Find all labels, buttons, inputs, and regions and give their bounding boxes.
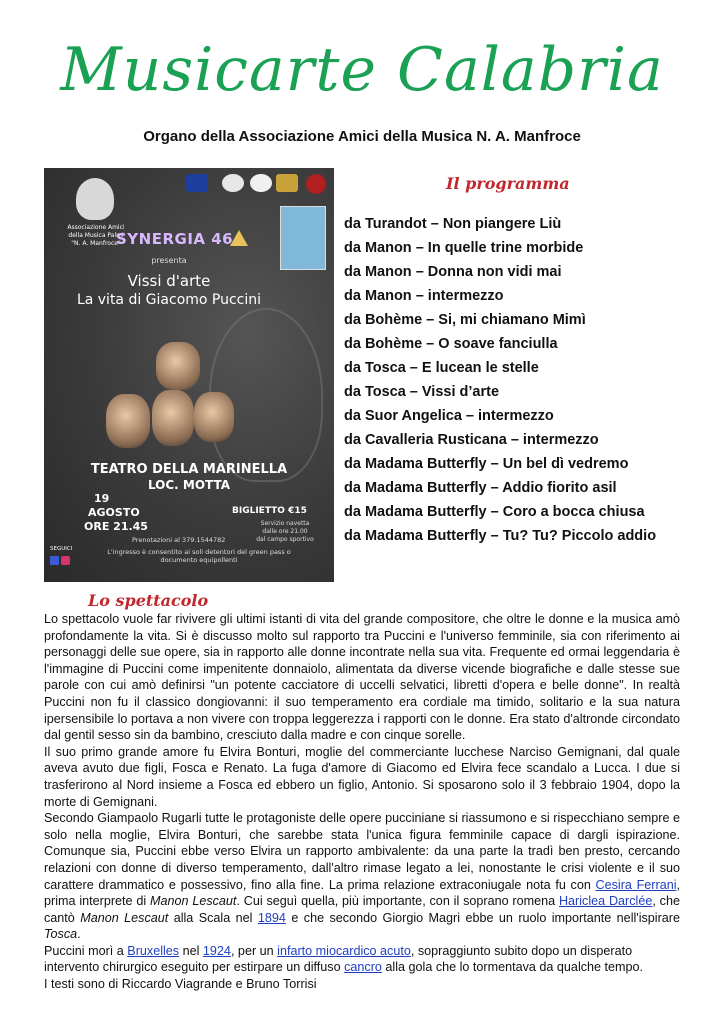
brand-triangle-icon <box>230 230 248 246</box>
program-item: da Madama Butterfly – Coro a bocca chiusa <box>344 504 645 520</box>
masthead-title: Musicarte Calabria <box>60 35 664 105</box>
poster-presenta: presenta <box>151 256 187 265</box>
program-item: da Turandot – Non piangere Liù <box>344 216 562 232</box>
opera-title: Tosca <box>44 927 78 942</box>
opera-title: Manon Lescaut <box>80 910 169 925</box>
poster-access: L'ingresso è consentito ai soli detentori del green pass o documento equipollenti <box>107 548 291 564</box>
program-item: da Madama Butterfly – Un bel dì vedremo <box>344 456 629 472</box>
instagram-icon <box>61 556 70 565</box>
link-hariclea-darclee[interactable]: Hariclea Darclée <box>558 894 653 909</box>
program-item: da Manon – In quelle trine morbide <box>344 240 584 256</box>
singer-photo-1 <box>156 342 200 390</box>
program-item: da Tosca – E lucean le stelle <box>344 360 539 376</box>
link-1924[interactable]: 1924 <box>202 943 231 958</box>
program-item: da Madama Butterfly – Addio fiorito asil <box>344 480 617 496</box>
poster-shuttle: Servizio navetta dalle ore 21.00 dal campo sportivo <box>256 520 314 543</box>
poster-association: Associazione Amici della Musica Palmi "N. A. Manfroce" <box>67 224 125 247</box>
event-poster <box>44 168 334 582</box>
poster-date-time: ORE 21.45 <box>84 520 148 533</box>
eu-flag-icon <box>186 174 208 192</box>
program-item: da Bohème – O soave fanciulla <box>344 336 558 352</box>
facebook-icon <box>50 556 59 565</box>
paragraph: I testi sono di Riccardo Viagrande e Bruno Torrisi <box>44 977 317 992</box>
poster-brand: SYNERGIA 46 <box>116 230 234 248</box>
program-list <box>344 212 656 548</box>
spettacolo-text <box>44 611 680 993</box>
poster-location: LOC. MOTTA <box>147 478 231 492</box>
poster-date-month: AGOSTO <box>88 506 140 519</box>
link-cancro[interactable]: cancro <box>344 960 382 975</box>
poster-seguici: SEGUICI <box>50 546 73 552</box>
program-item: da Madama Butterfly – Tu? Tu? Piccolo addio <box>344 528 657 544</box>
region-emblem-icon <box>250 174 272 192</box>
paragraph: Lo spettacolo vuole far rivivere gli ultimi istanti di vita del grande compositore, che oltre le donne e la musica amò profondamente la vita. Si è discusso molto sul rapporto tra Puccini e l'universo femminile, sia con riferimento ai personaggi delle sue opere, sia in rapporto alle donne incontrate nella sua vita. Frequente ed ormai leggendaria è l'immagine di Puccini come impenitente donnaiolo, alimentata da diverse vicende biografiche e dalle stesse sue parole con cui amò definirsi "un potente cacciatore di uccelli selvatici, libretti d'opera e belle donne". In realtà Puccini non fu il classico dongiovanni: il suo temperamento era cordiale ma timido, solitario e la sua natura ipersensibile lo portava a non vivere con troppa leggerezza i rapporti con le donne. Era stato d'altronde circondato dal gentil sesso sin da bambino, cresciuto dalla madre e con cinque sorelle. <box>44 612 680 743</box>
program-item: da Manon – intermezzo <box>344 288 504 304</box>
city-emblem-icon <box>276 174 298 192</box>
program-item: da Manon – Donna non vidi mai <box>344 264 562 280</box>
program-item: da Bohème – Si, mi chiamano Mimì <box>344 312 586 328</box>
paragraph: Puccini morì a Bruxelles nel 1924, per un infarto miocardico acuto, sopraggiunto subito dopo un disperato intervento chirurgico eseguito per estirpare un diffuso cancro alla gola che lo tormentava da qualche tempo. <box>44 943 644 975</box>
program-item: da Cavalleria Rusticana – intermezzo <box>344 432 599 448</box>
partner-logo-icon <box>306 174 326 194</box>
poster-date-day: 19 <box>94 492 110 505</box>
link-infarto[interactable]: infarto miocardico acuto <box>277 943 411 958</box>
spettacolo-heading: Lo spettacolo <box>88 591 209 610</box>
singer-photo-4 <box>194 392 234 442</box>
link-1894[interactable]: 1894 <box>257 910 286 925</box>
program-item: da Tosca – Vissi d’arte <box>344 384 500 400</box>
masthead-subtitle: Organo della Associazione Amici della Musica N. A. Manfroce <box>143 128 581 145</box>
program-heading: Il programma <box>446 174 570 193</box>
link-cesira-ferrani[interactable]: Cesira Ferrani <box>595 877 677 892</box>
poster-booking: Prenotazioni al 379.1544782 <box>132 536 226 544</box>
paragraph: Secondo Giampaolo Rugarli tutte le protagoniste delle opere pucciniane si riassumono e si rispecchiano sempre e solo nella moglie, Elvira Bonturi, che sarebbe stata l'unica figura femminile capace di dargli ispirazione. Comunque sia, Puccini ebbe verso Elvira un rapporto ambivalente: da una parte la tradì ben presto, cercando relazioni con donne di diverso temperamento, dall'altro rimase legato a lei, nonostante le crisi violente e il suo carattere drammatico e possessivo, fino alla fine. La prima relazione extraconiugale nota fu con Cesira Ferrani, prima interprete di Manon Lescaut. Cui seguì quella, più importante, con il soprano romena Hariclea Darclée, che cantò Manon Lescaut alla Scala nel 1894 e che secondo Giorgio Magri ebbe un ruolo importante nell'ispirare Tosca. <box>44 811 681 942</box>
singer-photo-2 <box>106 394 150 448</box>
program-item: da Suor Angelica – intermezzo <box>344 408 554 424</box>
singer-photo-3 <box>152 390 194 446</box>
poster-ticket: BIGLIETTO €15 <box>232 506 307 516</box>
poster-venue: TEATRO DELLA MARINELLA <box>90 462 288 477</box>
poster-show-subtitle: La vita di Giacomo Puccini <box>76 292 262 308</box>
opera-title: Manon Lescaut <box>149 894 237 909</box>
poster-show-title: Vissi d'arte <box>127 272 211 290</box>
link-bruxelles[interactable]: Bruxelles <box>127 943 180 958</box>
paragraph: Il suo primo grande amore fu Elvira Bonturi, moglie del commerciante lucchese Narciso Gemignani, dal quale aveva avuto due figli, Fosca e Renato. La fuga d'amore di Giacomo ed Elvira fece scandalo a Lucca. I due si trasferirono al Nord insieme a Fosca ed ebbero un figlio, Antonio. Si sposarono solo il 3 febbraio 1904, dopo la morte di Gemignani. <box>44 744 680 809</box>
association-logo <box>76 178 114 220</box>
emblem-icon <box>222 174 244 192</box>
